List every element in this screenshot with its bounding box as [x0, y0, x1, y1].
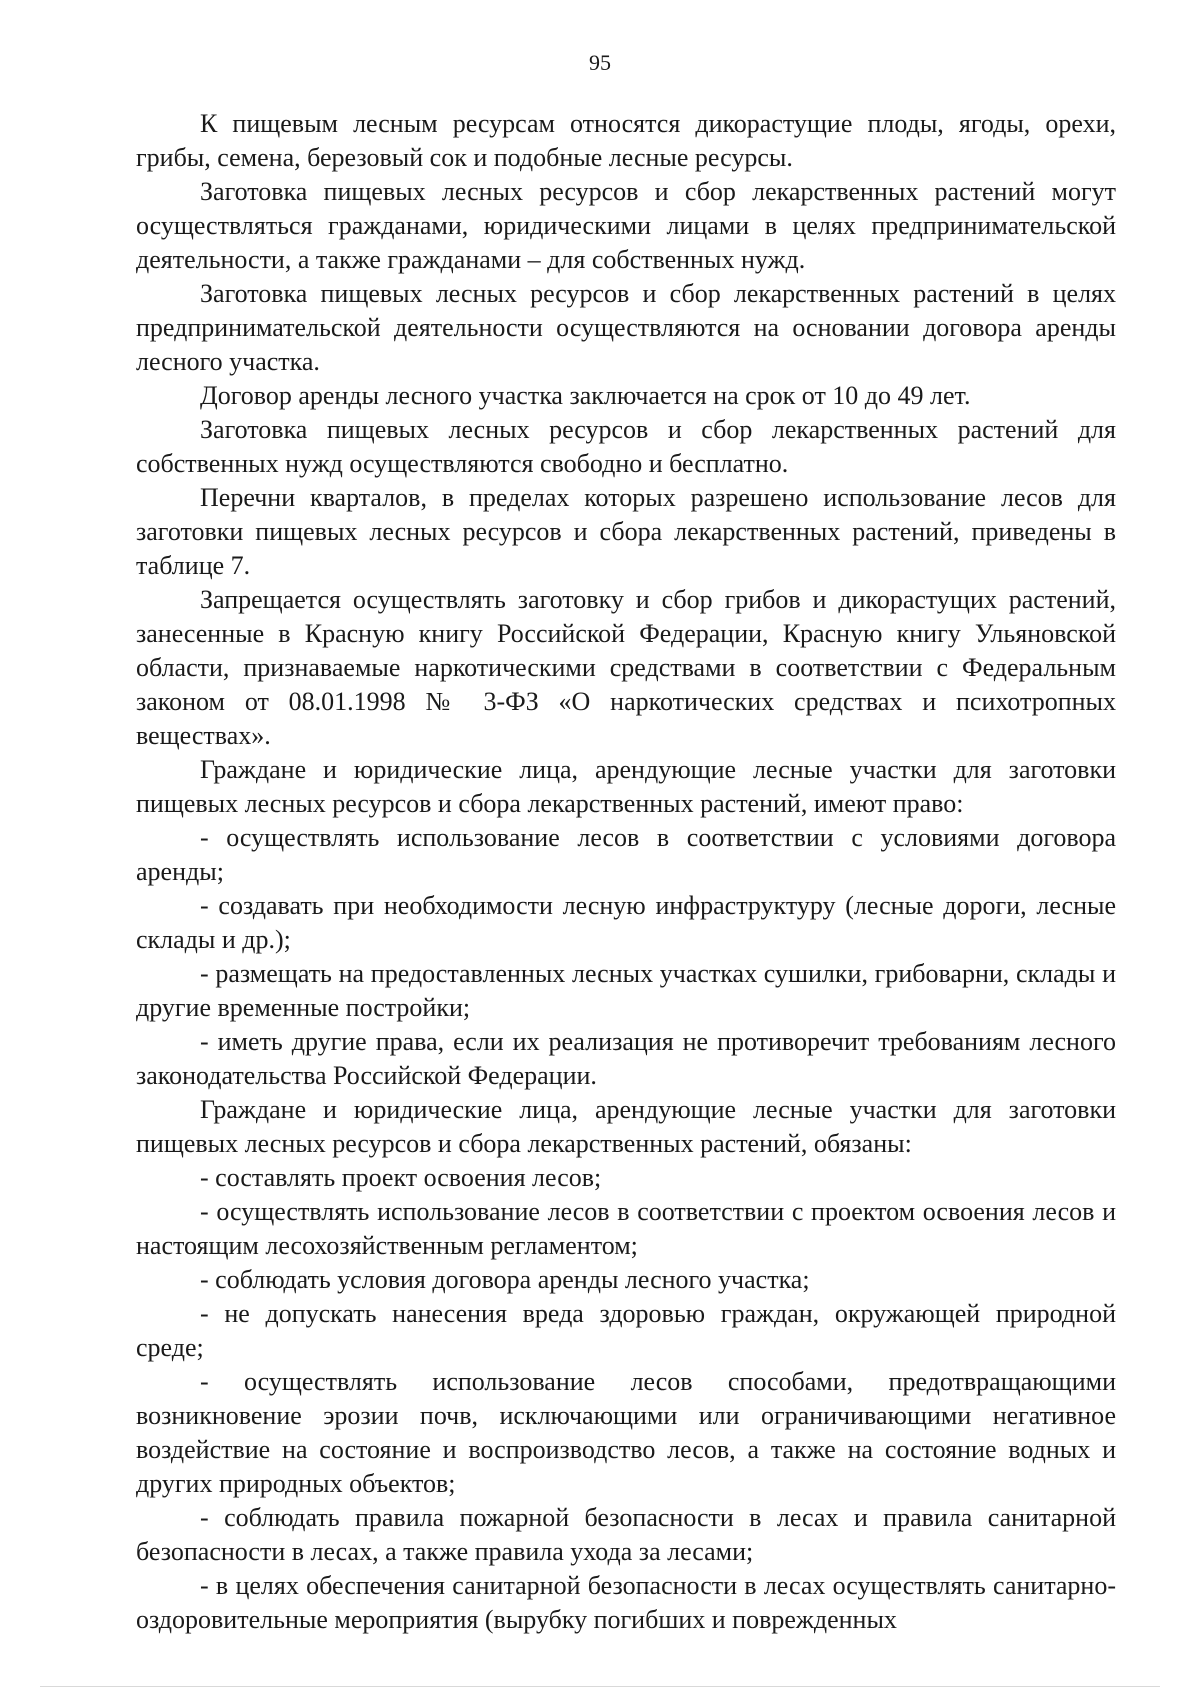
list-item-obligation: - осуществлять использование лесов в соответствии с проектом освоения лесов и настоящим лесохозяйственным регламентом; — [136, 1197, 1116, 1260]
list-item-obligation: - не допускать нанесения вреда здоровью граждан, окружающей природной среде; — [136, 1299, 1116, 1362]
list-item-obligation: - составлять проект освоения лесов; — [200, 1163, 602, 1192]
list-item-right: - размещать на предоставленных лесных участках сушилки, грибоварни, склады и другие временные постройки; — [136, 959, 1116, 1022]
list-item-obligation: - соблюдать условия договора аренды лесного участка; — [200, 1265, 810, 1294]
paragraph-own-needs: Заготовка пищевых лесных ресурсов и сбор лекарственных растений для собственных нужд осуществляются свободно и бесплатно. — [136, 415, 1116, 478]
paragraph-quarter-lists: Перечни кварталов, в пределах которых разрешено использование лесов для заготовки пищевых лесных ресурсов и сбора лекарственных растений, приведены в таблице 7. — [136, 483, 1116, 580]
list-item-right: - осуществлять использование лесов в соответствии с условиями договора аренды; — [136, 823, 1116, 886]
paragraph-food-resources: К пищевым лесным ресурсам относятся дикорастущие плоды, ягоды, орехи, грибы, семена, березовый сок и подобные лесные ресурсы. — [136, 109, 1116, 172]
list-item-obligation: - в целях обеспечения санитарной безопасности в лесах осуществлять санитарно-оздоровительные мероприятия (вырубку погибших и поврежденных — [136, 1571, 1116, 1634]
paragraph-lease-term: Договор аренды лесного участка заключается на срок от 10 до 49 лет. — [200, 381, 971, 410]
page-number: 95 — [589, 50, 611, 75]
paragraph-harvesting-who: Заготовка пищевых лесных ресурсов и сбор лекарственных растений могут осуществляться гражданами, юридическими лицами в целях предпринимательской деятельности, а также гражданами – для собственных нужд. — [136, 177, 1116, 274]
list-item-obligation: - осуществлять использование лесов способами, предотвращающими возникновение эрозии почв, исключающими или ограничивающими негативное воздействие на состояние и воспроизводство лесов, а также на состояние водных и других природных объектов; — [136, 1367, 1116, 1498]
document-body — [136, 107, 1116, 1637]
paragraph-harvesting-basis: Заготовка пищевых лесных ресурсов и сбор лекарственных растений в целях предпринимательской деятельности осуществляются на основании договора аренды лесного участка. — [136, 279, 1116, 376]
scan-edge-line — [40, 1686, 1160, 1687]
list-item-obligation: - соблюдать правила пожарной безопасности в лесах и правила санитарной безопасности в лесах, а также правила ухода за лесами; — [136, 1503, 1116, 1566]
paragraph-prohibition: Запрещается осуществлять заготовку и сбор грибов и дикорастущих растений, занесенные в Красную книгу Российской Федерации, Красную книгу Ульяновской области, признаваемые наркотическими средствами в соответствии с Федеральным законом от 08.01.1998 № 3-ФЗ «О наркотических средствах и психотропных веществах». — [136, 585, 1116, 750]
paragraph-obligations-intro: Граждане и юридические лица, арендующие лесные участки для заготовки пищевых лесных ресурсов и сбора лекарственных растений, обязаны: — [136, 1095, 1116, 1158]
list-item-right: - создавать при необходимости лесную инфраструктуру (лесные дороги, лесные склады и др.); — [136, 891, 1116, 954]
paragraph-rights-intro: Граждане и юридические лица, арендующие лесные участки для заготовки пищевых лесных ресурсов и сбора лекарственных растений, имеют право: — [136, 755, 1116, 818]
list-item-right: - иметь другие права, если их реализация не противоречит требованиям лесного законодательства Российской Федерации. — [136, 1027, 1116, 1090]
